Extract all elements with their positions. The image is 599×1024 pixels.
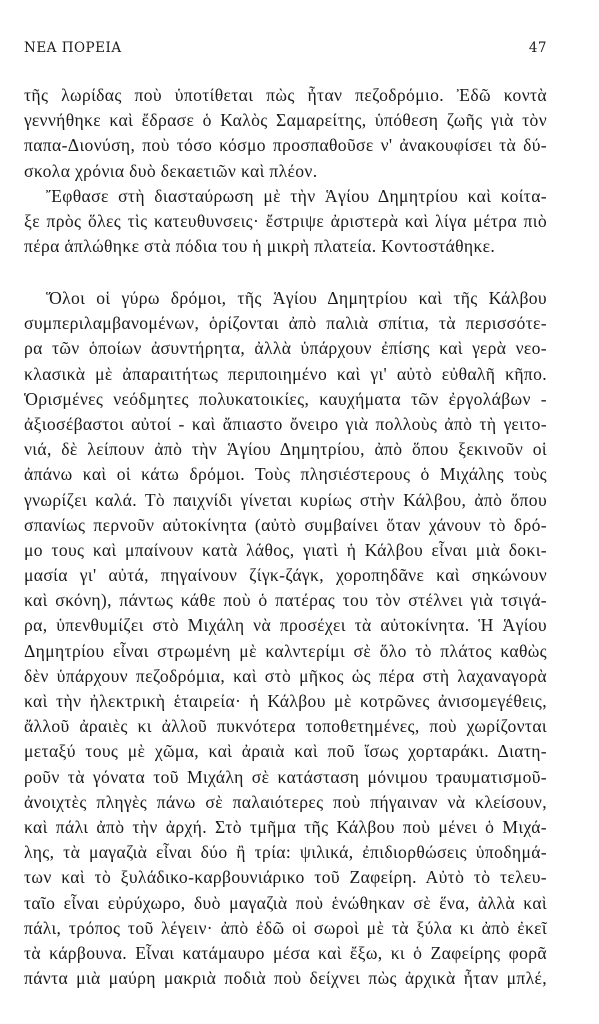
page-number: 47 [528, 40, 547, 56]
page-header [24, 40, 547, 58]
paragraph-3 [24, 286, 547, 991]
text-line: ρα, ὑπενθυμίζει στὸ Μιχάλη νὰ προσέχει τὰ αὐτοκίνητα. Ἡ Ἁγίου [24, 615, 547, 636]
text-line: τὰ κάρβουνα. Εἶναι κατάμαυρο μέσα καὶ ἔξω, κι ὁ Ζαφείρης φορᾶ [24, 942, 547, 963]
text-line: καὶ τὴν ἠλεκτρικὴ ἑταιρεία· ἡ Κάλβου μὲ κοτρῶνες ἀνισομεγέθεις, [24, 691, 547, 711]
text-line: Ὅλοι οἱ γύρω δρόμοι, τῆς Ἁγίου Δημητρίου καὶ τῆς Κάλβου [46, 288, 547, 308]
text-line: νιά, δὲ λείπουν ἀπὸ τὴν Ἁγίου Δημητρίου, ἀπὸ ὅπου ξεκινοῦν οἱ [24, 439, 547, 460]
text-line: ἄλλοῦ ἀραιὲς κι ἀλλοῦ πυκνότερα τοποθετημένες, ποὺ χωρίζονται [24, 716, 547, 737]
text-line: Ὁρισμένες νεόδμητες πολυκατοικίες, καυχήματα τῶν ἐργολάβων - [24, 388, 547, 409]
text-line: κλασικὰ μὲ ἀπαραιτήτως περιποιημένο καὶ γι' αὐτὸ εὐθαλῆ κῆπο. [24, 363, 547, 384]
text-line: πάλι, τρόπος τοῦ λέγειν· ἀπὸ ἐδῶ οἱ σωροὶ μὲ τὰ ξύλα κι ἀπὸ ἐκεῖ [24, 917, 547, 938]
text-line: σκολα χρόνια δυὸ δεκαετιῶν καὶ πλέον. [24, 160, 318, 181]
text-line: Δημητρίου εἶναι στρωμένη μὲ καλντερίμι σὲ ὅλο τὸ πλάτος καθὼς [24, 640, 547, 661]
text-line: καὶ πάλι ἀπὸ τὴν ἀρχή. Στὸ τμῆμα τῆς Κάλβου ποὺ μένει ὁ Μιχά- [24, 816, 547, 837]
paragraph-1 [24, 83, 547, 184]
text-line: ἀνοιχτὲς πληγὲς πάνω σὲ παλαιότερες ποὺ πήγαιναν νὰ κλείσουν, [24, 791, 547, 812]
text-line: μο τους καὶ μπαίνουν κατὰ λάθος, γιατὶ ἡ Κάλβου εἶναι μιὰ δοκι- [24, 539, 547, 560]
text-line: των καὶ τὸ ξυλάδικο-καρβουνιάρικο τοῦ Ζαφείρη. Αὐτὸ τὸ τελευ- [24, 867, 547, 888]
text-line: συμπεριλαμβανομένων, ὁρίζονται ἀπὸ παλιὰ σπίτια, τὰ περισσότε- [24, 313, 547, 334]
text-line: ἀπάνω καὶ οἱ κάτω δρόμοι. Τοὺς πλησιέστερους ὁ Μιχάλης τοὺς [24, 464, 547, 485]
text-block-main [24, 286, 547, 991]
text-line: καὶ σκόνη), πάντως κάθε ποὺ ὁ πατέρας του τὸν στέλνει γιὰ τσιγά- [24, 590, 547, 611]
text-line: δὲν ὑπάρχουν πεζοδρόμια, καὶ στὸ μῆκος ὡς πέρα στὴ λαχαναγορὰ [24, 665, 547, 686]
text-line: τῆς λωρίδας ποὺ ὑποτίθεται πὼς ἦταν πεζοδρόμιο. Ἐδῶ κοντὰ [24, 85, 547, 105]
text-line: μασία γι' αὐτά, πηγαίνουν ζίγκ-ζάγκ, χοροπηδᾶνε καὶ σηκώνουν [24, 565, 547, 586]
text-line: ξε πρὸς ὅλες τὶς κατευθυνσεις· ἔστριψε ἀριστερὰ καὶ λίγα μέτρα πιὸ [24, 210, 547, 231]
text-line: ταῖο εἶναι εὐρύχωρο, δυὸ μαγαζιὰ ποὺ ἑνώθηκαν σὲ ἕνα, ἀλλὰ καὶ [24, 892, 547, 913]
text-line: ρα τῶν ὁποίων ἀσυντήρητα, ἀλλὰ ὑπάρχουν ἐπίσης καὶ γερὰ νεο- [24, 338, 547, 359]
text-line: ροῦν τὰ γόνατα τοῦ Μιχάλη σὲ κατάσταση μόνιμου τραυματισμοῦ- [24, 766, 547, 787]
text-line: παπα-Διονύση, ποὺ τόσο κόσμο προσπαθοῦσε ν' ἀνακουφίσει τὰ δύ- [24, 135, 547, 156]
paragraph-2 [24, 184, 547, 260]
text-block-top [24, 83, 547, 259]
text-line: Ἔφθασε στὴ διασταύρωση μὲ τὴν Ἁγίου Δημητρίου καὶ κοίτα- [46, 185, 547, 206]
text-line: μεταξύ τους μὲ χῶμα, καὶ ἀραιὰ καὶ ποῦ ἴσως χορταράκι. Διατη- [24, 741, 547, 762]
text-line: ἀξιοσέβαστοι αὐτοί - καὶ ἄπιαστο ὄνειρο γιὰ πολλοὺς ἀπὸ τὴ γειτο- [24, 413, 547, 434]
text-line: γνωρίζει καλά. Τὸ παιχνίδι γίνεται κυρίως στὴν Κάλβου, ἀπὸ ὅπου [24, 489, 547, 510]
text-line: πέρα ἁπλώθηκε στὰ πόδια του ἡ μικρὴ πλατεία. Κοντοστάθηκε. [24, 236, 496, 257]
text-line: γεννήθηκε καὶ ἔδρασε ὁ Καλὸς Σαμαρείτης, ὑπόθεση ζωῆς γιὰ τὸν [24, 110, 547, 131]
text-line: σπανίως περνοῦν αὐτοκίνητα (αὐτὸ συμβαίνει ὅταν χάνουν τὸ δρό- [24, 514, 547, 535]
text-line: λης, τὰ μαγαζιὰ εἶναι δύο ἢ τρία: ψιλικά, ἐπιδιορθώσεις ὑποδημά- [24, 842, 547, 863]
running-title: ΝΕΑ ΠΟΡΕΙΑ [24, 40, 122, 56]
text-line: πάντα μιὰ μαύρη μακριὰ ποδιὰ ποὺ δείχνει πὼς ἀρχικὰ ἦταν μπλέ, [24, 968, 547, 989]
